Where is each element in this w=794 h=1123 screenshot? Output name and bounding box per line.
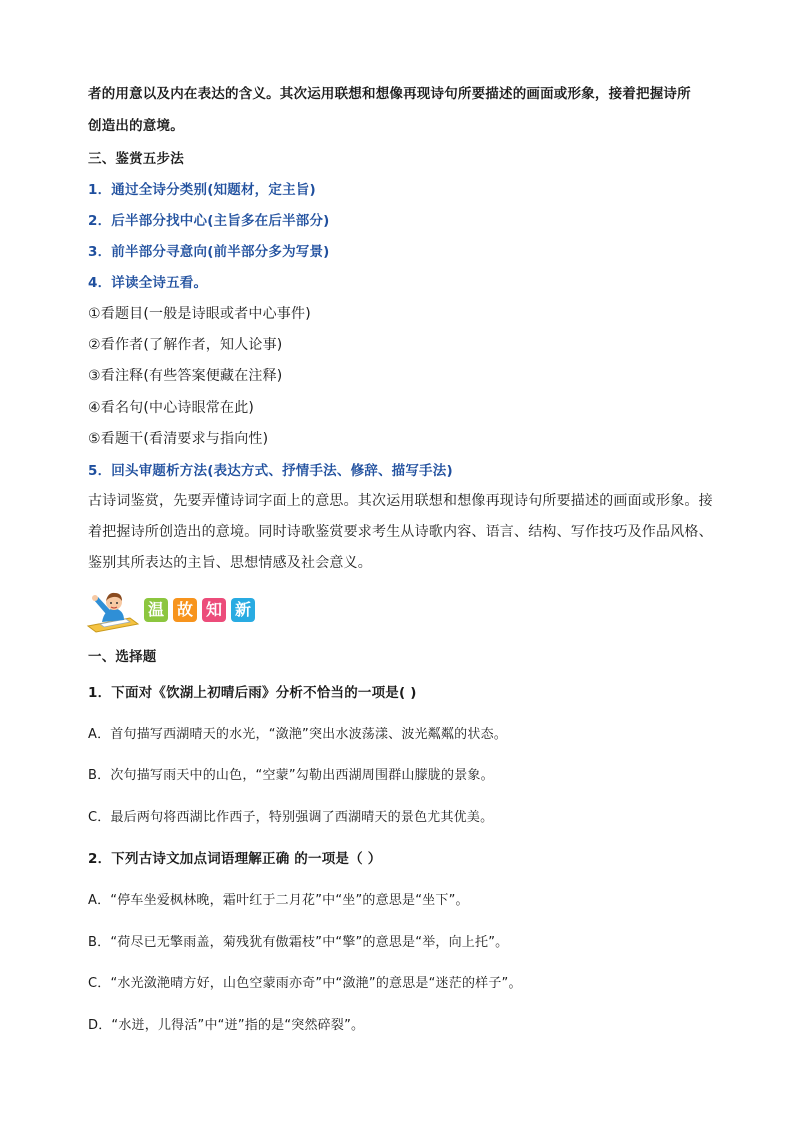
section3-heading: 三、鉴赏五步法 [88, 151, 184, 167]
intro-line-1: 者的用意以及内在表达的含义。其次运用联想和想像再现诗句所要描述的画面或形象，接着把握诗所 [88, 86, 691, 102]
q2-title: 2．下列古诗文加点词语理解正确 的一项是（ ） [88, 851, 382, 867]
para-line-1: 古诗词鉴赏，先要弄懂诗词字面上的意思。其次运用联想和想像再现诗句所要描述的画面或形象。接 [88, 493, 713, 509]
look-1: ①看题目(一般是诗眼或者中心事件) [88, 306, 311, 322]
look-2: ②看作者(了解作者，知人论事) [88, 337, 283, 353]
look-3: ③看注释(有些答案便藏在注释) [88, 368, 283, 384]
q2-option-b: B．“荷尽已无擎雨盖，菊残犹有傲霜枝”中“擎”的意思是“举，向上托”。 [88, 935, 509, 950]
badge-gu: 故 [173, 598, 197, 622]
q2-option-d: D．“水迸，儿得活”中“迸”指的是“突然碎裂”。 [88, 1018, 365, 1033]
section1-heading: 一、选择题 [88, 649, 157, 665]
step-4: 4．详读全诗五看。 [88, 275, 208, 291]
intro-line-2: 创造出的意境。 [88, 118, 184, 134]
badge-xin: 新 [231, 598, 255, 622]
para-line-3: 鉴别其所表达的主旨、思想情感及社会意义。 [88, 555, 372, 571]
para-line-2: 着把握诗所创造出的意境。同时诗歌鉴赏要求考生从诗歌内容、语言、结构、写作技巧及作品风格、 [88, 524, 713, 540]
look-5: ⑤看题干(看清要求与指向性) [88, 431, 269, 447]
q1-title: 1．下面对《饮湖上初晴后雨》分析不恰当的一项是( ) [88, 685, 417, 701]
step-2: 2．后半部分找中心(主旨多在后半部分) [88, 213, 330, 229]
look-4: ④看名句(中心诗眼常在此) [88, 400, 255, 416]
q2-option-a: A．“停车坐爱枫林晚，霜叶红于二月花”中“坐”的意思是“坐下”。 [88, 893, 469, 908]
q1-option-b: B．次句描写雨天中的山色，“空蒙”勾勒出西湖周围群山朦胧的景象。 [88, 768, 494, 783]
q1-option-c: C．最后两句将西湖比作西子，特别强调了西湖晴天的景色尤其优美。 [88, 810, 494, 825]
review-banner [86, 588, 276, 634]
q1-option-a: A．首句描写西湖晴天的水光，“潋滟”突出水波荡漾、波光粼粼的状态。 [88, 727, 507, 742]
step-1: 1．通过全诗分类别(知题材，定主旨) [88, 182, 316, 198]
badge-wen: 温 [144, 598, 168, 622]
step-5: 5．回头审题析方法(表达方式、抒情手法、修辞、描写手法) [88, 463, 453, 479]
q2-option-c: C．“水光潋滟晴方好，山色空蒙雨亦奇”中“潋滟”的意思是“迷茫的样子”。 [88, 976, 522, 991]
badge-zhi: 知 [202, 598, 226, 622]
student-reading-icon [86, 588, 140, 634]
step-3: 3．前半部分寻意向(前半部分多为写景) [88, 244, 330, 260]
